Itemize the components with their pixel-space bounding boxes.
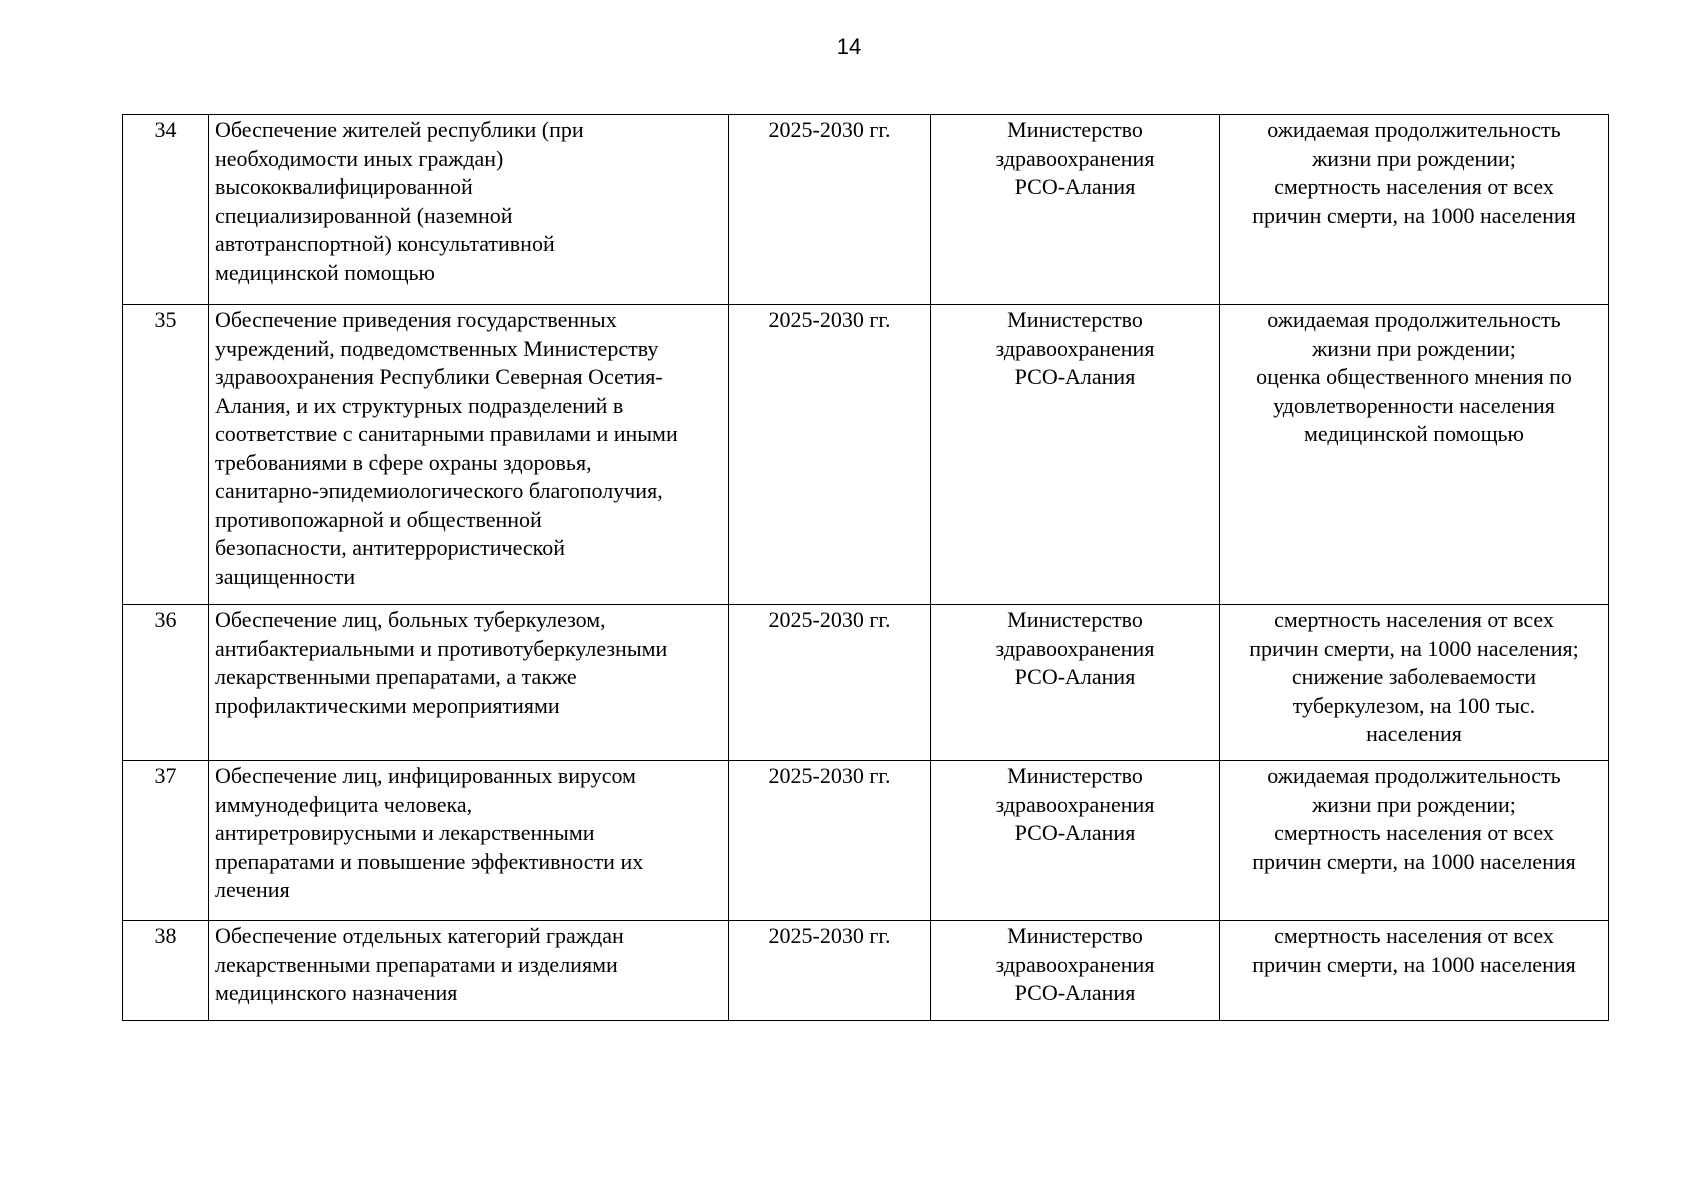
text-line: смертность населения от всех (1274, 174, 1554, 199)
text-line: автотранспортной) консультативной (215, 231, 555, 256)
text-line: здравоохранения (995, 951, 1155, 977)
table-body (123, 115, 1609, 1021)
target-indicator (1220, 115, 1609, 305)
text-line: РСО-Алания (1014, 820, 1136, 845)
text-line: Обеспечение приведения государственных (215, 307, 617, 332)
table-row (123, 761, 1609, 921)
text-line: снижение заболеваемости (1291, 664, 1537, 689)
text-line: антиретровирусными и лекарственными (215, 820, 595, 845)
table-row (123, 921, 1609, 1021)
row-number: 34 (123, 115, 209, 305)
text-line: причин смерти, на 1000 населения (1252, 202, 1576, 228)
measure-name (209, 115, 729, 305)
measure-name (209, 305, 729, 605)
target-indicator (1220, 921, 1609, 1021)
text-line: смертность населения от всех (1274, 923, 1554, 948)
text-line: РСО-Алания (1014, 364, 1136, 389)
text-line: Министерство (1007, 763, 1143, 788)
target-indicator (1220, 761, 1609, 921)
text-line: медицинской помощью (1304, 421, 1524, 446)
row-number: 36 (123, 605, 209, 761)
text-line: Алания, и их структурных подразделений в (215, 392, 624, 418)
text-line: требованиями в сфере охраны здоровья, (215, 449, 592, 475)
text-line: соответствие с санитарными правилами и иными (215, 421, 678, 446)
text-line: Министерство (1007, 307, 1143, 332)
text-line: РСО-Алания (1014, 174, 1136, 199)
text-line: санитарно-эпидемиологического благополучия, (215, 478, 663, 503)
text-line: смертность населения от всех (1274, 607, 1554, 632)
target-indicator (1220, 605, 1609, 761)
text-line: ожидаемая продолжительность (1267, 307, 1561, 332)
responsible-executor (931, 761, 1220, 921)
text-line: туберкулезом, на 100 тыс. (1292, 692, 1536, 718)
text-line: оценка общественного мнения по (1256, 364, 1572, 389)
responsible-executor (931, 115, 1220, 305)
text-line: иммунодефицита человека, (215, 791, 473, 817)
text-line: причин смерти, на 1000 населения (1252, 848, 1576, 874)
text-line: Обеспечение жителей республики (при (215, 117, 584, 142)
table-row (123, 605, 1609, 761)
implementation-period: 2025-2030 гг. (729, 605, 931, 761)
text-line: Министерство (1007, 117, 1143, 142)
measure-name (209, 761, 729, 921)
text-line: необходимости иных граждан) (215, 145, 504, 171)
text-line: здравоохранения Республики Северная Осетия- (215, 364, 663, 389)
text-line: причин смерти, на 1000 населения (1252, 951, 1576, 977)
text-line: РСО-Алания (1014, 980, 1136, 1005)
text-line: здравоохранения (995, 145, 1155, 171)
text-line: медицинской помощью (215, 259, 435, 285)
text-line: жизни при рождении; (1312, 791, 1516, 817)
text-line: лечения (215, 877, 290, 902)
text-line: медицинского назначения (215, 980, 458, 1005)
responsible-executor (931, 305, 1220, 605)
text-line: препаратами и повышение эффективности их (215, 848, 644, 874)
text-line: ожидаемая продолжительность (1267, 117, 1561, 142)
text-line: Обеспечение лиц, инфицированных вирусом (215, 763, 636, 788)
measure-name (209, 605, 729, 761)
implementation-period: 2025-2030 гг. (729, 305, 931, 605)
text-line: противопожарной и общественной (215, 506, 542, 532)
text-line: профилактическими мероприятиями (215, 692, 560, 718)
text-line: жизни при рождении; (1312, 145, 1516, 171)
text-line: Обеспечение лиц, больных туберкулезом, (215, 607, 606, 632)
table-row (123, 305, 1609, 605)
text-line: высококвалифицированной (215, 174, 473, 199)
text-line: антибактериальными и противотуберкулезными (215, 635, 668, 661)
target-indicator (1220, 305, 1609, 605)
text-line: Министерство (1007, 607, 1143, 632)
table-row (123, 115, 1609, 305)
text-line: Обеспечение отдельных категорий граждан (215, 923, 624, 948)
text-line: смертность населения от всех (1274, 820, 1554, 845)
text-line: удовлетворенности населения (1273, 392, 1555, 418)
measure-name (209, 921, 729, 1021)
text-line: безопасности, антитеррористической (215, 535, 565, 560)
text-line: лекарственными препаратами, а также (215, 664, 577, 689)
row-number: 37 (123, 761, 209, 921)
responsible-executor (931, 605, 1220, 761)
implementation-period: 2025-2030 гг. (729, 761, 931, 921)
text-line: специализированной (наземной (215, 202, 513, 228)
text-line: ожидаемая продолжительность (1267, 763, 1561, 788)
measures-table (122, 114, 1609, 1021)
text-line: населения (1366, 721, 1462, 746)
text-line: лекарственными препаратами и изделиями (215, 951, 618, 977)
text-line: РСО-Алания (1014, 664, 1136, 689)
text-line: защищенности (215, 563, 356, 589)
implementation-period: 2025-2030 гг. (729, 921, 931, 1021)
text-line: Министерство (1007, 923, 1143, 948)
text-line: жизни при рождении; (1312, 335, 1516, 361)
row-number: 35 (123, 305, 209, 605)
responsible-executor (931, 921, 1220, 1021)
text-line: учреждений, подведомственных Министерству (215, 335, 659, 361)
implementation-period: 2025-2030 гг. (729, 115, 931, 305)
row-number: 38 (123, 921, 209, 1021)
text-line: здравоохранения (995, 791, 1155, 817)
text-line: здравоохранения (995, 335, 1155, 361)
page-number: 14 (836, 34, 862, 59)
text-line: здравоохранения (995, 635, 1155, 661)
text-line: причин смерти, на 1000 населения; (1249, 635, 1579, 661)
